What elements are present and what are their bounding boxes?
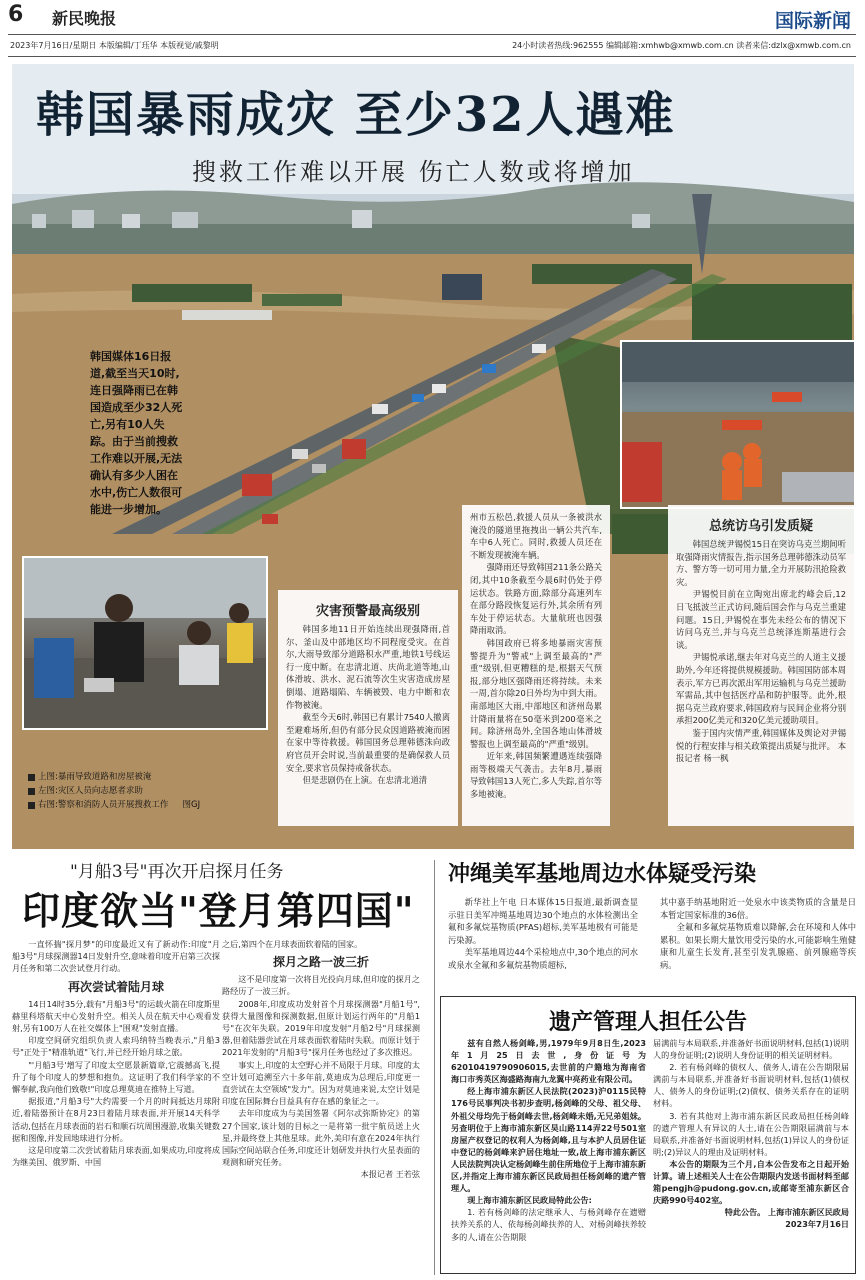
paragraph: 全氟和多氟烷基物质难以降解,会在环境和人体中累积。如果长期大量饮用受污染的水,可能影响生殖健康和儿童生长发育,甚至引发乳腺癌、前列腺癌等疾病。: [660, 922, 856, 970]
notice-title: 遗产管理人担任公告: [548, 1010, 747, 1035]
paper-name: 新民晚报: [52, 9, 117, 28]
contact-line: 24小时读者热线:962555 编辑邮箱:xmhwb@xmwb.com.cn 读者来信:dzlx@xmwb.com.cn: [512, 41, 851, 50]
paragraph: 2008年,印度成功发射首个月球探测器"月船1号",获得大量图像和探测数据,但原计划运行两年的"月船1号"在次年失联。2019年印度发射"月船2号"月球探测器,但着陆器尝试在月球表面软着陆时失联。而原计划于2021年发射的"月船3号"探月任务也经过了多次推迟。: [222, 998, 420, 1058]
india-column-2: [222, 938, 420, 1181]
section-title: 国际新闻: [774, 10, 851, 32]
paragraph: 届满前与本局联系,并准备好书面说明材料,包括(1)说明人的身份证明;(2)说明人身份证明的相关证明材料。: [653, 1038, 849, 1061]
okinawa-column-1: [448, 896, 638, 972]
volunteers-photo: [22, 556, 268, 730]
paragraph: 3. 若有其他对上海市浦东新区民政局担任杨剑峰的遗产管理人有异议的人士,请在公告期限届满前与本局联系,并准备好书面说明材料,包括(1)异议人的身份证明;(2)异议人的理由及证明材料。: [653, 1110, 849, 1157]
article-column-a: [278, 590, 458, 826]
paragraph: 但是悲剧仍在上演。在忠清北道清: [302, 775, 428, 786]
paragraph: 一直怀揣"探月梦"的印度最近又有了新动作:印度"月船3号"月球探测器14日发射升空,意味着印度开启第三次探月任务和第二次尝试登月行动。: [12, 939, 220, 974]
section-heading: 总统访乌引发质疑: [708, 519, 813, 534]
paragraph: 2. 若有杨剑峰的债权人、债务人,请在公告期限届满前与本局联系,并准备好书面说明材料,包括(1)债权人、债务人的身份证明;(2)债权、债务关系存在的证明材料。: [653, 1062, 849, 1109]
paragraph: 韩国政府已将多地暴雨灾害预警提升为"警戒"上调至最高的"严重"级别,但更糟糕的是,根据天气预报,部分地区强降雨还将持续。未来一周,首尔除20日外均为中到大雨。南部地区大雨,中部地区和济州岛累计降雨量将在50毫米到200毫米之间。除济州岛外,全国各地山体滑坡警报也上调至最高的"严重"级别。: [470, 637, 602, 749]
notice-column-2: [653, 1037, 849, 1231]
byline: 本报记者 王若弦: [360, 1169, 420, 1180]
column-divider: [434, 860, 435, 1275]
india-headline: 印度欲当"登月第四国": [22, 889, 415, 933]
paragraph: 新华社上午电 日本媒体15日报道,最新调查显示驻日美军冲绳基地周边30个地点的水体检测出全氟和多氟烷基物质(PFAS)超标,美军基地极有可能是污染源。: [448, 897, 638, 945]
notice-date: 2023年7月16日: [785, 1219, 849, 1230]
paragraph: 强降雨还导致韩国211条公路关闭,其中10条截至今晨6时仍处于停运状态。铁路方面,除部分高速列车在部分路段恢复运行外,其余所有列车处于停运状态。大量航班也因强降雨取消。: [470, 562, 602, 636]
paragraph: 近年来,韩国频繁遭遇连续强降雨等极端天气袭击。去年8月,暴雨导致韩国13人死亡,多人失踪,首尔等多地被淹。: [470, 751, 602, 800]
rescue-photo: [620, 340, 856, 509]
paragraph: 之后,第四个在月球表面软着陆的国家。: [222, 939, 363, 949]
paragraph: "'月船3号'增写了印度太空愿景新篇章,它震撼高飞,提升了每个印度人的梦想和抱负。这证明了我们科学家的不懈奉献,我向他们致敬!"印度总理莫迪在推特上写道。: [12, 1059, 220, 1095]
paragraph: 这不是印度第一次将目光投向月球,但印度的探月之路经历了一波三折。: [222, 974, 420, 997]
paragraph: 尹锡悦目前在立陶宛出席北约峰会后,12日飞抵波兰正式访问,随后国会作与乌克兰重建问题。15日,尹锡悦在事先未经公布的情况下访问乌克兰,并与乌克兰总统泽连斯基进行会谈。: [676, 589, 846, 650]
section-heading: 探月之路一波三折: [272, 955, 369, 970]
paragraph: 兹有自然人杨剑峰,男,1979年9月8日生,2023年1月25日去世,身份证号为62010419790906015,去世前的户籍地为海南省海口市秀英区海盛路海南九龙翼中亮药业有限公司。: [451, 1038, 646, 1085]
okinawa-headline: 冲绳美军基地周边水体疑受污染: [448, 862, 757, 887]
paragraph: 印度空间研究组织负责人索玛纳特当晚表示,"月船3号"正处于"精准轨道"飞行,并已经开始月球之旅。: [12, 1035, 220, 1058]
bullet-square-icon: [28, 788, 35, 795]
paragraph: 鉴于国内灾情严重,韩国媒体及舆论对尹锡悦的行程安排与相关政策提出质疑与批评。 本报记者 杨一枫: [676, 727, 846, 764]
section-heading: 再次尝试着陆月球: [67, 979, 164, 994]
notice-column-1: [451, 1037, 646, 1243]
photo-legend: [28, 770, 200, 812]
date-line: 2023年7月16日/星期日 本版编辑/丁珏华 本版视觉/戚黎明: [10, 41, 219, 50]
legend-item: 左图:灾区人员向志愿者求助: [28, 784, 200, 798]
legend-item: 上图:暴雨导致道路和房屋被淹: [28, 770, 200, 784]
bullet-square-icon: [28, 774, 35, 781]
okinawa-column-2: [660, 896, 856, 972]
paragraph: 去年印度成为与美国签署《阿尔忒弥斯协定》的第27个国家,该计划的目标之一是将第一批宇航员送上火星,并最终登上其他星球。此外,美印有意在2024年执行国际空间站联合任务,印度还计划研发并执行火星表面的观测和研究任务。: [222, 1108, 420, 1168]
paragraph: 现上海市浦东新区民政局特此公告:: [467, 1195, 592, 1206]
paragraph: 据报道,"月船3号"大约需要一个月的时间抵达月球附近,着陆器预计在8月23日着陆月球表面,并开展14天科学活动,包括在月球表面的岩石和顺石坑周围漫游,收集关键数据和图像,并发回地球进行分析。: [12, 1096, 220, 1143]
legend-item: 右图:警察和消防人员开展搜救工作 图GJ: [28, 798, 200, 812]
india-kicker: "月船3号"再次开启探月任务: [70, 862, 284, 882]
estate-notice-box: [440, 996, 856, 1274]
photo-credit: 图GJ: [182, 800, 201, 810]
paragraph: 尹锡悦承诺,继去年对乌克兰的人道主义援助外,今年还将提供规模援助。韩国国防部本周表示,军方已再次派出军用运输机与乌克兰援助军需品,其中包括医疗品和防护服等。此外,根据乌克兰政府要求,韩国政府与民间企业将分别承担200亿美元和320亿美元援助项目。: [676, 652, 846, 726]
article-column-c: [668, 505, 854, 826]
paragraph: 本公告的期限为三个月,自本公告发布之日起开始计算。请上述相关人士在公告期限内发送书面材料至邮箱pengjh@pudong.gov.cn,或邮寄至浦东新区合庆路990号402室。: [653, 1158, 849, 1206]
paragraph: 这是印度第二次尝试着陆月球表面,如果成功,印度将成为继美国、俄罗斯、中国: [12, 1145, 220, 1168]
photo-caption: 韩国媒体16日报道,截至当天10时,连日强降雨已在韩国造成至少32人死亡,另有10人失踪。由于当前搜救工作难以开展,无法确认有多少人困在水中,伤亡人数很可能进一步增加。: [90, 350, 183, 516]
sub-headline: 搜救工作难以开展 伤亡人数或将增加: [192, 158, 635, 186]
volunteers-illustration: [24, 558, 266, 728]
paragraph: 14日14时35分,载有"月船3号"的运载火箭在印度斯里赫里科塔航天中心发射升空。相关人员在航天中心观看发射,另有100万人在社交媒体上"围观"发射直播。: [12, 998, 220, 1034]
bullet-square-icon: [28, 802, 35, 809]
main-headline: 韩国暴雨成灾 至少32人遇难: [36, 87, 676, 143]
paragraph: 美军基地周边44个采检地点中,30个地点的河水或泉水全氟和多氟烷基物质超标,: [448, 947, 638, 970]
paragraph: 韩国多地11日开始连续出现强降雨,首尔、釜山及中部地区均不同程度受灾。在首尔,大雨导致部分道路积水严重,地铁1号线运行一度中断。在忠清北道、庆尚北道等地,山体滑坡、洪水、泥石流等次生灾害造成房屋倒塌、道路塌陷、车辆被毁、电力中断和农作物被淹。: [286, 624, 450, 710]
india-column-1: [12, 938, 220, 1168]
header-divider: [8, 34, 856, 35]
notice-signature: 特此公告。 上海市浦东新区民政局: [724, 1207, 849, 1218]
paragraph: 1. 若有杨剑峰的法定继承人、与杨剑峰存在遗赠扶养关系的人、依每杨剑峰扶养的人、对杨剑峰扶养较多的人,请在公告期限: [451, 1207, 646, 1242]
paragraph: 州市五松邑,救援人员从一条被洪水淹没的隧道里拖拽出一辆公共汽车,车中6人死亡。同时,救援人员还在不断发现被淹车辆。: [470, 512, 602, 560]
paragraph: 截至今天6时,韩国已有累计7540人撤离至避难场所,但仍有部分民众因道路被淹而困在家中等待救援。韩国国务总理韩德洙向政府官员开会时说,当前最重要的是确保救人员安全,要求官员保持戒备状态。: [286, 712, 450, 773]
paragraph: 事实上,印度的太空野心并不局限于月球。印度的太空计划可追溯至六十多年前,莫迪成为总理后,印度更一直尝试在太空领域"发力"。因为对莫迪来说,太空计划是印度在国际舞台目益具有存在感的象征之一。: [222, 1059, 420, 1107]
page-header: [0, 0, 865, 60]
page-number: 6: [8, 2, 24, 27]
section-heading: 灾害预警最高级别: [315, 604, 420, 619]
paragraph: 经上海市浦东新区人民法院(2023)沪0115民特176号民事判决书初步查明,杨剑峰的父母、祖父母、外祖父母均先于杨剑峰去世,杨剑峰未婚,无兄弟姐妹。另查明位于上海市浦东新区昊山路114弄22号501室房屋产权登记的权利人为杨剑峰,且与本护人员居住证中登记的杨剑峰来沪居住地址一致,故上海市浦东新区人民法院判决认定杨剑峰生前住所地位于上海市浦东新区,并指定上海市浦东新区民政局担任杨剑峰的遗产管理人。: [451, 1086, 646, 1194]
header-divider-bottom: [8, 56, 856, 57]
paragraph: 其中嘉手纳基地附近一处泉水中该类物质的含量是日本暂定国家标准的36倍。: [660, 897, 856, 920]
article-column-b: [462, 505, 610, 826]
paragraph: 韩国总统尹锡悦15日在突访乌克兰期间听取强降雨灾情报告,指示国务总理韩德洙动员军方、警方等一切可用力量,全力开展防汛抢险救灾。: [676, 539, 846, 587]
rescue-illustration: [622, 342, 854, 507]
